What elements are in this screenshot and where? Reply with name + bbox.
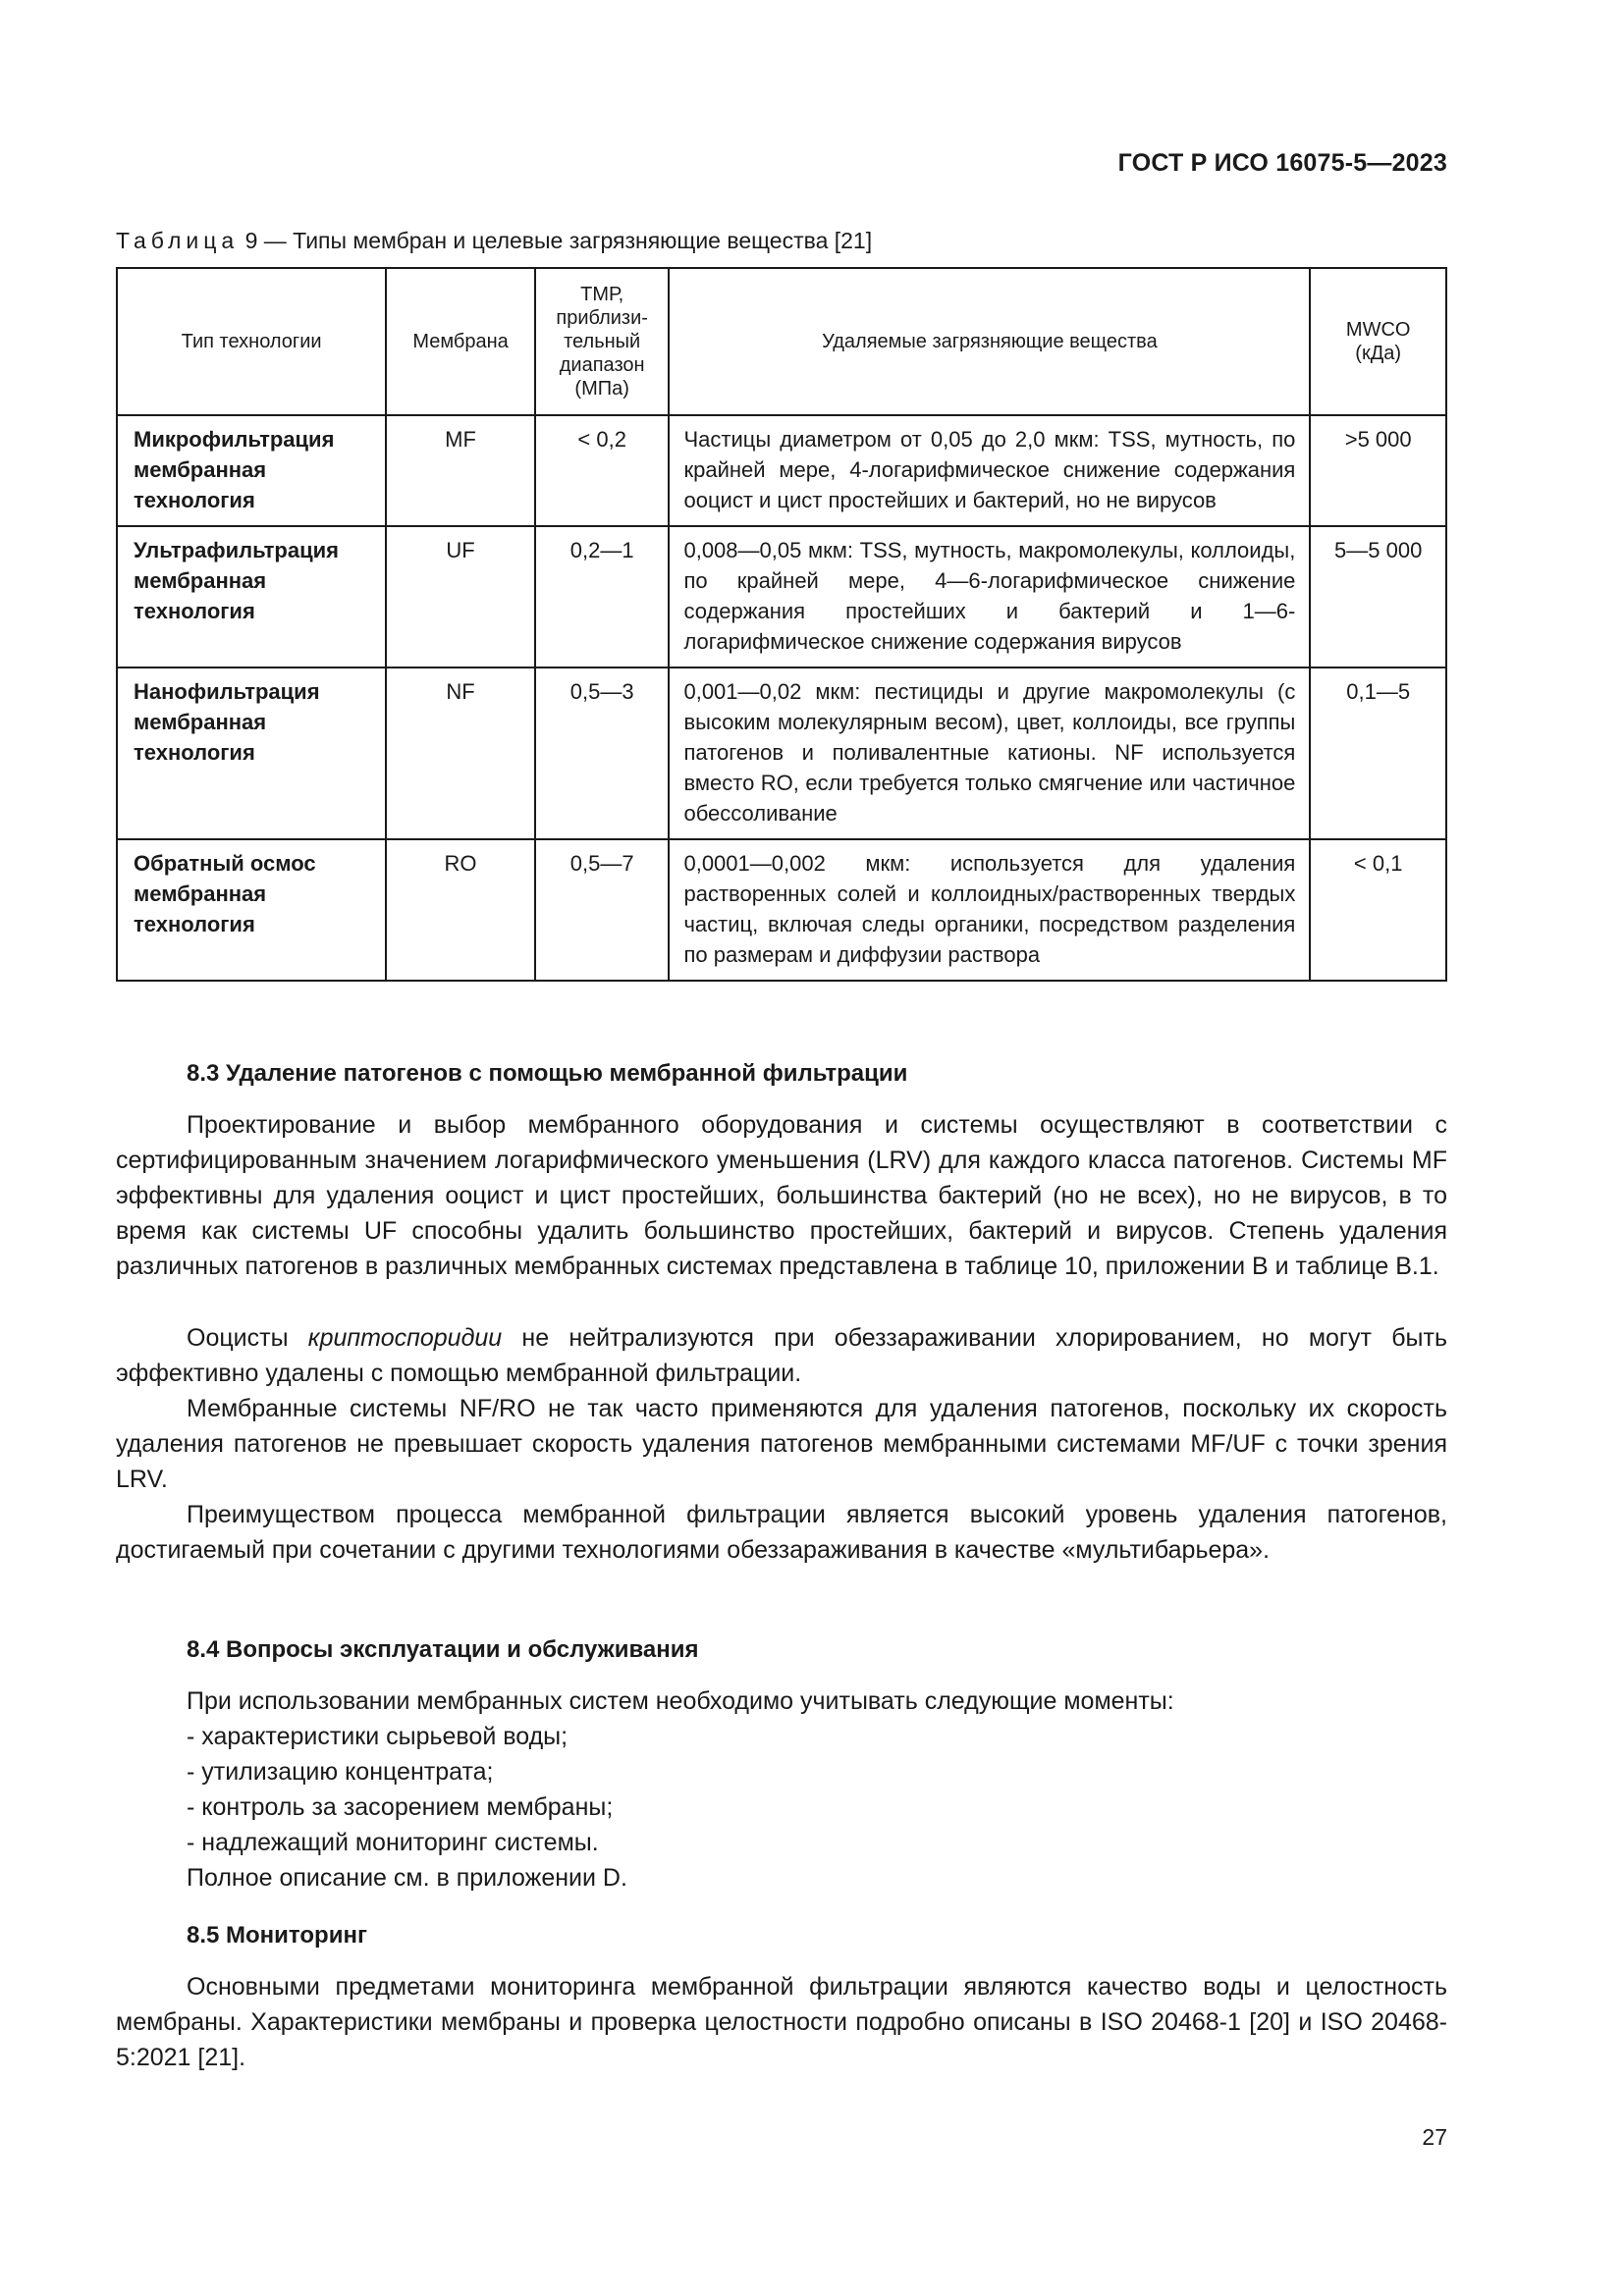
contaminants-cell: 0,0001—0,002 мкм: используется для удаления растворенных солей и коллоидных/растворенных твердых частиц, включая следы органики, посредством разделения по размерам и диффузии раствора <box>669 839 1310 981</box>
membrane-cell: UF <box>386 526 535 667</box>
table-caption-label: Таблица <box>116 228 240 253</box>
tmp-cell: 0,5—7 <box>535 839 670 981</box>
tech-line: мембранная <box>134 881 267 906</box>
tech-line: мембранная <box>134 457 267 482</box>
tech-line: мембранная <box>134 568 267 593</box>
section-title-8-3: 8.3 Удаление патогенов с помощью мембранной фильтрации <box>187 1060 908 1087</box>
membrane-cell: MF <box>386 415 535 526</box>
considerations-list <box>187 1719 613 1860</box>
header-line: тельный <box>564 331 641 352</box>
page-number: 27 <box>1422 2124 1447 2150</box>
technology-cell <box>117 415 386 526</box>
tech-line: технология <box>134 599 255 623</box>
contaminants-cell: 0,001—0,02 мкм: пестициды и другие макромолекулы (с высоким молекулярным весом), цвет, коллоиды, все группы патогенов и поливалентные катионы. NF используется вместо RO, если требуется только смягчение или частичное обессоливание <box>669 667 1310 839</box>
column-header-technology: Тип технологии <box>117 268 386 415</box>
membrane-cell: NF <box>386 667 535 839</box>
column-header-membrane: Мембрана <box>386 268 535 415</box>
technology-cell <box>117 667 386 839</box>
header-line: приблизи- <box>556 307 648 329</box>
contaminants-cell: Частицы диаметром от 0,05 до 2,0 мкм: TSS, мутность, по крайней мере, 4-логарифмическое снижение содержания ооцист и цист простейших и бактерий, но не вирусов <box>669 415 1310 526</box>
table-header-row <box>117 268 1446 415</box>
mwco-cell: >5 000 <box>1310 415 1446 526</box>
table-row <box>117 667 1446 839</box>
technology-cell <box>117 526 386 667</box>
paragraph: Основными предметами мониторинга мембранной фильтрации являются качество воды и целостность мембраны. Характеристики мембраны и проверка целостности подробно описаны в ISO 20468-1 [20] и ISO 20468-5:2021 [21]. <box>116 1973 1447 2071</box>
tmp-cell: 0,5—3 <box>535 667 670 839</box>
header-line: (кДа) <box>1355 343 1402 364</box>
document-id-header: ГОСТ Р ИСО 16075-5—2023 <box>1117 149 1447 177</box>
table-caption <box>116 228 872 254</box>
tech-line: технология <box>134 488 255 512</box>
section-title-8-5: 8.5 Мониторинг <box>187 1922 367 1949</box>
tech-line: технология <box>134 740 255 765</box>
tech-line: Ультрафильтрация <box>134 538 339 562</box>
paragraph <box>116 1320 1447 1391</box>
paragraph: При использовании мембранных систем необходимо учитывать следующие моменты: <box>187 1687 1174 1715</box>
paragraph-text: Ооцисты <box>187 1324 308 1352</box>
technology-cell <box>117 839 386 981</box>
table-row <box>117 526 1446 667</box>
tmp-cell: < 0,2 <box>535 415 670 526</box>
table-caption-text: 9 — Типы мембран и целевые загрязняющие вещества [21] <box>244 228 873 253</box>
column-header-contaminants: Удаляемые загрязняющие вещества <box>669 268 1310 415</box>
header-line: ТМР, <box>580 284 624 305</box>
paragraph-text: не нейтрализуются при обеззараживании хлорированием, но могут быть эффективно удалены с помощью мембранной фильтрации. <box>116 1324 1447 1387</box>
tech-line: Микрофильтрация <box>134 427 335 452</box>
contaminants-cell: 0,008—0,05 мкм: TSS, мутность, макромолекулы, коллоиды, по крайней мере, 4—6-логарифмическое снижение содержания простейших и бактерий и 1—6-логарифмическое снижение содержания вирусов <box>669 526 1310 667</box>
membrane-cell: RO <box>386 839 535 981</box>
mwco-cell: 0,1—5 <box>1310 667 1446 839</box>
tmp-cell: 0,2—1 <box>535 526 670 667</box>
italic-term: криптоспоридии <box>307 1324 503 1352</box>
header-line: MWCO <box>1345 319 1411 341</box>
section-title-8-4: 8.4 Вопросы эксплуатации и обслуживания <box>187 1636 699 1663</box>
tech-line: Обратный осмос <box>134 851 316 876</box>
paragraph: Преимуществом процесса мембранной фильтрации является высокий уровень удаления патогенов, достигаемый при сочетании с другими технологиями обеззараживания в качестве «мультибарьера». <box>116 1501 1447 1564</box>
paragraph: Проектирование и выбор мембранного оборудования и системы осуществляют в соответствии с сертифицированным значением логарифмического уменьшения (LRV) для каждого класса патогенов. Системы MF эффективны для удаления ооцист и цист простейших, большинства бактерий (но не всех), но не вирусов, в то время как системы UF способны удалить большинство простейших, бактерий и вирусов. Степень удаления различных патогенов в различных мембранных системах представлена в таблице 10, приложении В и таблице В.1. <box>116 1111 1447 1280</box>
header-line: (МПа) <box>574 378 629 400</box>
column-header-mwco <box>1310 268 1446 415</box>
paragraph: Мембранные системы NF/RO не так часто применяются для удаления патогенов, поскольку их скорость удаления патогенов не превышает скорость удаления патогенов мембранными системами MF/UF с точки зрения LRV. <box>116 1395 1447 1493</box>
tech-line: мембранная <box>134 710 267 734</box>
mwco-cell: 5—5 000 <box>1310 526 1446 667</box>
paragraph: Полное описание см. в приложении D. <box>187 1864 627 1892</box>
table-row <box>117 415 1446 526</box>
tech-line: Нанофильтрация <box>134 679 320 704</box>
membrane-types-table <box>116 267 1447 982</box>
table-row <box>117 839 1446 981</box>
mwco-cell: < 0,1 <box>1310 839 1446 981</box>
list-item: - надлежащий мониторинг системы. <box>187 1829 599 1856</box>
tech-line: технология <box>134 912 255 936</box>
header-line: диапазон <box>559 354 645 376</box>
list-item: - утилизацию концентрата; <box>187 1758 494 1786</box>
list-item: - контроль за засорением мембраны; <box>187 1793 614 1821</box>
column-header-tmp <box>535 268 670 415</box>
list-item: - характеристики сырьевой воды; <box>187 1723 568 1750</box>
